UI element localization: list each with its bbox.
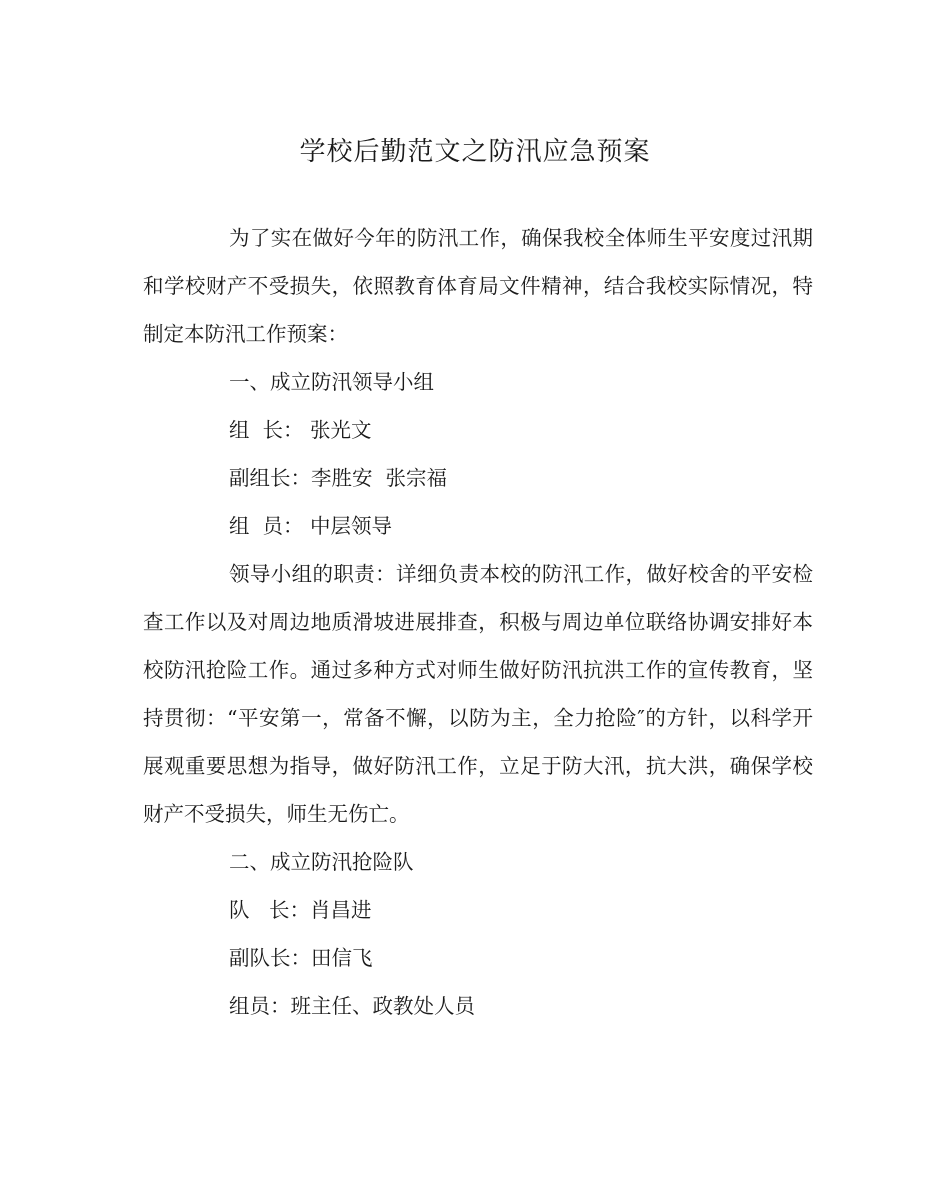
team-leader-line: 队 长：肖昌进	[229, 898, 372, 922]
intro-paragraph: 为了实在做好今年的防汛工作，确保我校全体师生平安度过汛期和学校财产不受损失，依照教育体育局文件精神，结合我校实际情况，特制定本防汛工作预案：	[143, 226, 813, 346]
deputy-team-leader-line: 副队长：田信飞	[229, 946, 373, 970]
section-heading-leadership-group: 一、成立防汛领导小组	[229, 370, 434, 394]
document-title: 学校后勤范文之防汛应急预案	[299, 137, 651, 167]
section-heading-rescue-team: 二、成立防汛抢险队	[229, 850, 414, 874]
leadership-duties-paragraph: 领导小组的职责：详细负责本校的防汛工作，做好校舍的平安检查工作以及对周边地质滑坡进展排查，积极与周边单位联络协调安排好本校防汛抢险工作。通过多种方式对师生做好防汛抗洪工作的宣传教育，坚持贯彻：“平安第一，常备不懈，以防为主，全力抢险″的方针，以科学开展观重要思想为指导，做好防汛工作，立足于防大汛，抗大洪，确保学校财产不受损失，师生无伤亡。	[143, 562, 813, 826]
group-members-line: 组 员： 中层领导	[229, 514, 393, 538]
deputy-leader-line: 副组长：李胜安 张宗福	[229, 466, 448, 490]
group-leader-line: 组 长： 张光文	[229, 418, 372, 442]
team-members-line: 组员：班主任、政教处人员	[229, 994, 475, 1018]
document-body	[143, 214, 813, 1030]
